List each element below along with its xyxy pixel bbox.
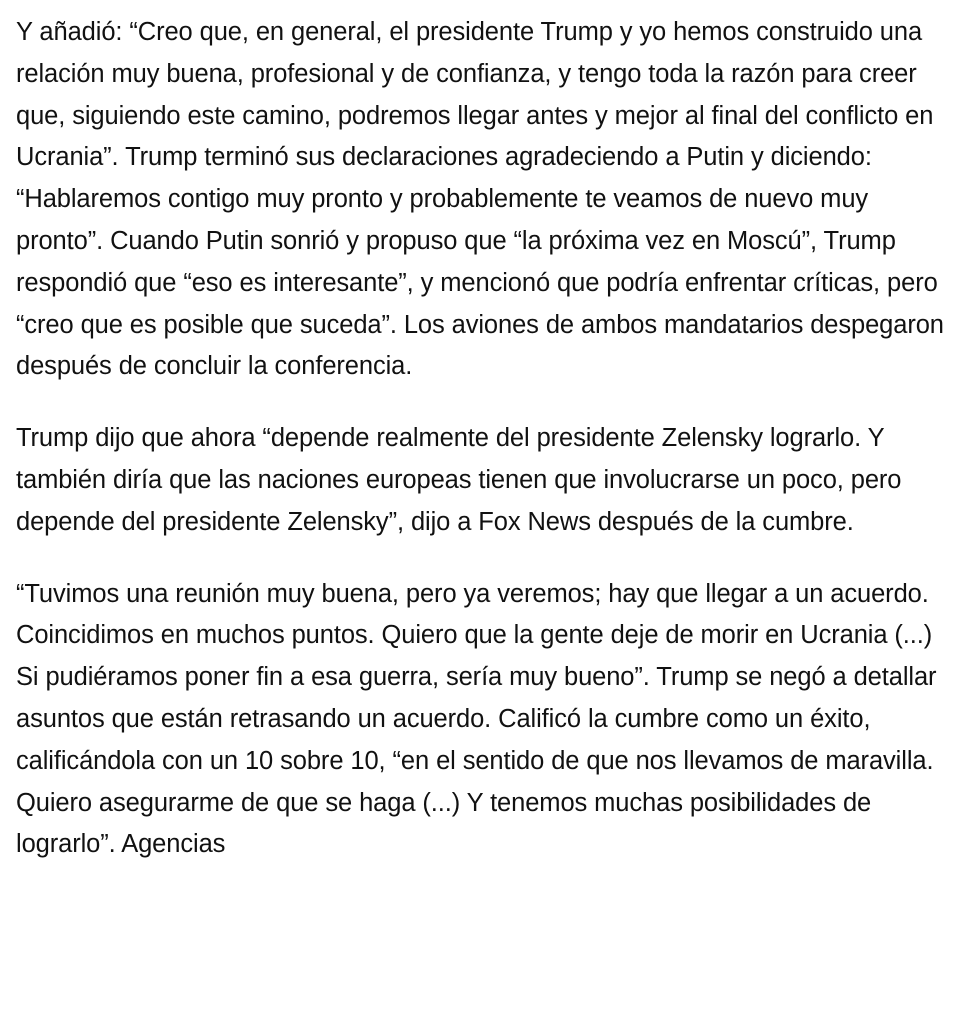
article-paragraph: Y añadió: “Creo que, en general, el presidente Trump y yo hemos construido una relación muy buena, profesional y de confianza, y tengo toda la razón para creer que, siguiendo este camino, podremos llegar antes y mejor al final del conflicto en Ucrania”. Trump terminó sus declaraciones agradeciendo a Putin y diciendo: “Hablaremos contigo muy pronto y probablemente te veamos de nuevo muy pronto”. Cuando Putin sonrió y propuso que “la próxima vez en Moscú”, Trump respondió que “eso es interesante”, y mencionó que podría enfrentar críticas, pero “creo que es posible que suceda”. Los aviones de ambos mandatarios despegaron después de concluir la conferencia. [16, 18, 944, 381]
article-paragraph: Trump dijo que ahora “depende realmente del presidente Zelensky lograrlo. Y también diría que las naciones europeas tienen que involucrarse un poco, pero depende del presidente Zelensky”, dijo a Fox News después de la cumbre. [16, 424, 902, 536]
article-body [16, 12, 946, 866]
article-paragraph: “Tuvimos una reunión muy buena, pero ya veremos; hay que llegar a un acuerdo. Coincidimos en muchos puntos. Quiero que la gente deje de morir en Ucrania (...) Si pudiéramos poner fin a esa guerra, sería muy bueno”. Trump se negó a detallar asuntos que están retrasando un acuerdo. Calificó la cumbre como un éxito, calificándola con un 10 sobre 10, “en el sentido de que nos llevamos de maravilla. Quiero asegurarme de que se haga (...) Y tenemos muchas posibilidades de lograrlo”. Agencias [16, 579, 937, 859]
